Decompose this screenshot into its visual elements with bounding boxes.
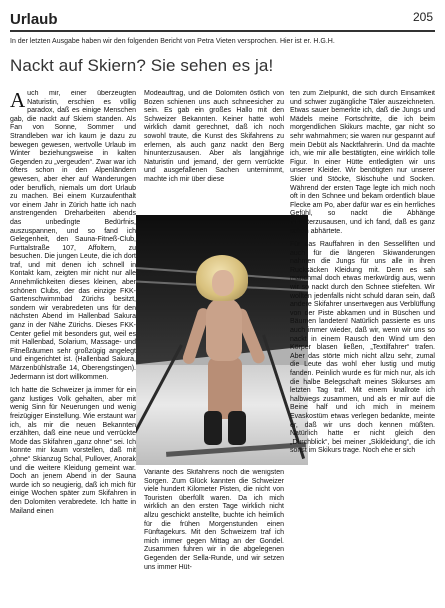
ski-boot-right — [228, 411, 246, 445]
section-header — [10, 8, 92, 30]
article-column-2-top — [144, 90, 284, 213]
article-column-2-bottom — [144, 469, 284, 602]
article-column-1 — [10, 90, 136, 602]
skier-photo — [136, 215, 308, 465]
paragraph-text: Ich hatte die Schweizer ja immer für ein ganz lustiges Volk gehalten, aber mit wenig Sinn für Neuerungen und wenig freizügiger Einstellung. Wie erstaunt war ich, als mir die neuen Bekannten erzählten, daß eine neue und verrückte Mode das Skifahren „ganz ohne“ sei. Ich konnte mir kaum vorstellen, daß mit „ohne“ Skianzug Schal, Pullover, Anorak und die weitere Kleidung gemeint war. Doch an jenem Abend in der Sauna wurde ich so neugierig, daß ich mich für einige Wochen später zum Skifahren in den Dolomiten verabredete. Ich hatte in Mailand einen — [10, 387, 136, 515]
article-headline: Nackt auf Skiern? Sie sehen es ja! — [10, 56, 274, 75]
paragraph-text: uch mir, einer überzeugten Naturistin, erschien es völlig paradox, daß es einige Menschen gab, die nackt auf Skiern standen. Als Fan von Sonne, Sommer und Strandleben war ich kaum je dazu zu bewegen gewesen, wertvolle Urlaub im Winter beziehungsweise in kalten Gegenden zu „vergeuden“. Zwar war ich öfters schon in den Alpenländern gewesen, aber eher auf Wanderungen oder beruflich, niemals um dort Urlaub zu machen. Bei einem Kurzaufenthalt vor einem Jahr in Zürich hatte ich nach anstrengenden Dreharbeiten abends das unbedingte Bedürfnis, auszuspannen, und so fand ich Gelegenheit, den Sauna-Fitneß-Club, Furttalstraße 107, Affoltern, zu besuchen. Die jungen Leute, die ich dort traf, und mit denen ich schnell in Kontakt kam, zeigten mir nicht nur alle Annehmlichkeiten dieses kleinen, aber schönen Clubs, der das einzige FKK-Gartenschwimmbad Zürichs besitzt, sondern wir verabredeten uns für den nächsten Abend im Hallenbad Sakura ganz in der Nähe Zürichs. Dieses FKK-Center gefiel mit besonders gut, weil es mit Hallenbad, Solarium, Massage- und Fitneßräumen sehr großzügig angelegt und eingerichtet ist. (Hallenbad Sakura, Märzenbühlstraße 14, Oberengstingen). Jedermann ist dort willkommen. — [10, 90, 136, 381]
figure-torso — [206, 297, 242, 361]
section-title: Urlaub — [10, 10, 58, 28]
ski-boot-left — [204, 411, 222, 445]
paragraph-text: Für das Rauffahren in den Sesselliften und auch für die längeren Skiwanderungen nahmen die Jungs für uns alle in ihren Rucksäcken Kleidung mit. Denn es sah manchmal doch etwas merkwürdig aus, wenn wir so nackt durch den Schnee stiefelten. Wir wollten jedenfalls nicht schuld daran sein, daß andere Skifahrer unsertwegen aus Verblüffung von der Piste abkamen und in Büschen und Bäumen landeten! Natürlich passierte es uns auch immer wieder, daß wir, wenn wir uns so nackt in einem Rausch den Wind um den Körper blasen ließen, „Textilfahrer“ trafen. Aber das störte mich nicht allzu sehr, zumal die Leute das wohl eher lustig und mutig fanden. Peinlich wurde es für mich nur, als ich die halbe Belegschaft meines Skikurses am letzten Tag traf. Mit einem knallrote ich halbwegs zusammen, und als er mir auf die Beine half und ich mich in meinem Evaskostüm etwas verlegen bedankte, meinte er, daß wir uns doch kennen müßten. Natürlich hatte er nicht gleich den „Durchblick“, bei meiner „Skikleidung“, die ich sonst im Skikurs trage. Noch ehe er sich — [290, 241, 435, 455]
paragraph — [10, 387, 136, 516]
drop-cap: A — [10, 90, 26, 112]
paragraph-text: Variante des Skifahrens noch die wenigsten Sorgen. Zum Glück kannten die Schweizer viele hundert Kilometer Pisten, die nicht von Touristen überfüllt waren. Da ich mich wirklich an den ersten Tage wirklich nicht allzu geschickt anstellte, buchte ich heimlich für die frühen Morgenstunden einen Fünftagekurs. Mit den Schweizern traf ich mich immer gegen Mittag an der Gondel. Zusammen fuhren wir in die abgelegenen Gegenden der Sella-Runde, und wir setzen uns immer Hüt- — [144, 469, 284, 571]
figure-face — [212, 270, 234, 296]
paragraph-text: Modeauftrag, und die Dolomiten östlich von Bozen schienen uns auch schneesicher zu sein. Es gab ein großes Hallo mit den Schweizer Bekannten. Keiner hatte wohl wirklich damit gerechnet, daß ich noch sowohl traute, die Kunst des Skifahrens zu erlernen, als auch ganz nackt den Berg hinunterzusausen. Aber als langjährige Naturistin und jemand, der gern verrückte und ausgefallenen Sachen unternimmt, machte ich mir über diese — [144, 90, 284, 183]
paragraph — [10, 90, 136, 382]
figure-legs — [208, 357, 242, 419]
paragraph-text: ten zum Zielpunkt, die sich durch Einsamkeit und schwer zugängliche Täler auszeichneten. Etwas sauer bemerkte ich, daß die Jungs und Mädels meine Fortschritte, die ich beim morgendlichen Skikurs machte, gar nicht so sehr wahrnahmen; sie waren nur gespannt auf mein Debüt als Nacktfahrerin. Und da machte ich, wie mir alle bestätigten, eine wirklich tolle Figur. In einer Hütte entledigten wir uns unserer Kleider. Wir benötigten nur unserer Skier und Stöcke, Skischuhe und Socken. Während der ersten Tage legte ich mich noch oft in den Schnee und bekam ordentlich blaue Flecke am Po, aber dafür war es ein herrliches Gefühl, so nackt die Abhänge hinunterzusausen, und ich fand, daß es ganz schön abhärtete. — [290, 90, 435, 235]
intro-note: In der letzten Ausgabe haben wir den folgenden Bericht von Petra Vieten versprochen. Hier ist er. H.G.H. — [10, 38, 335, 45]
page-number: 205 — [412, 10, 433, 24]
header-rule — [10, 30, 435, 32]
article-column-3 — [290, 90, 435, 602]
